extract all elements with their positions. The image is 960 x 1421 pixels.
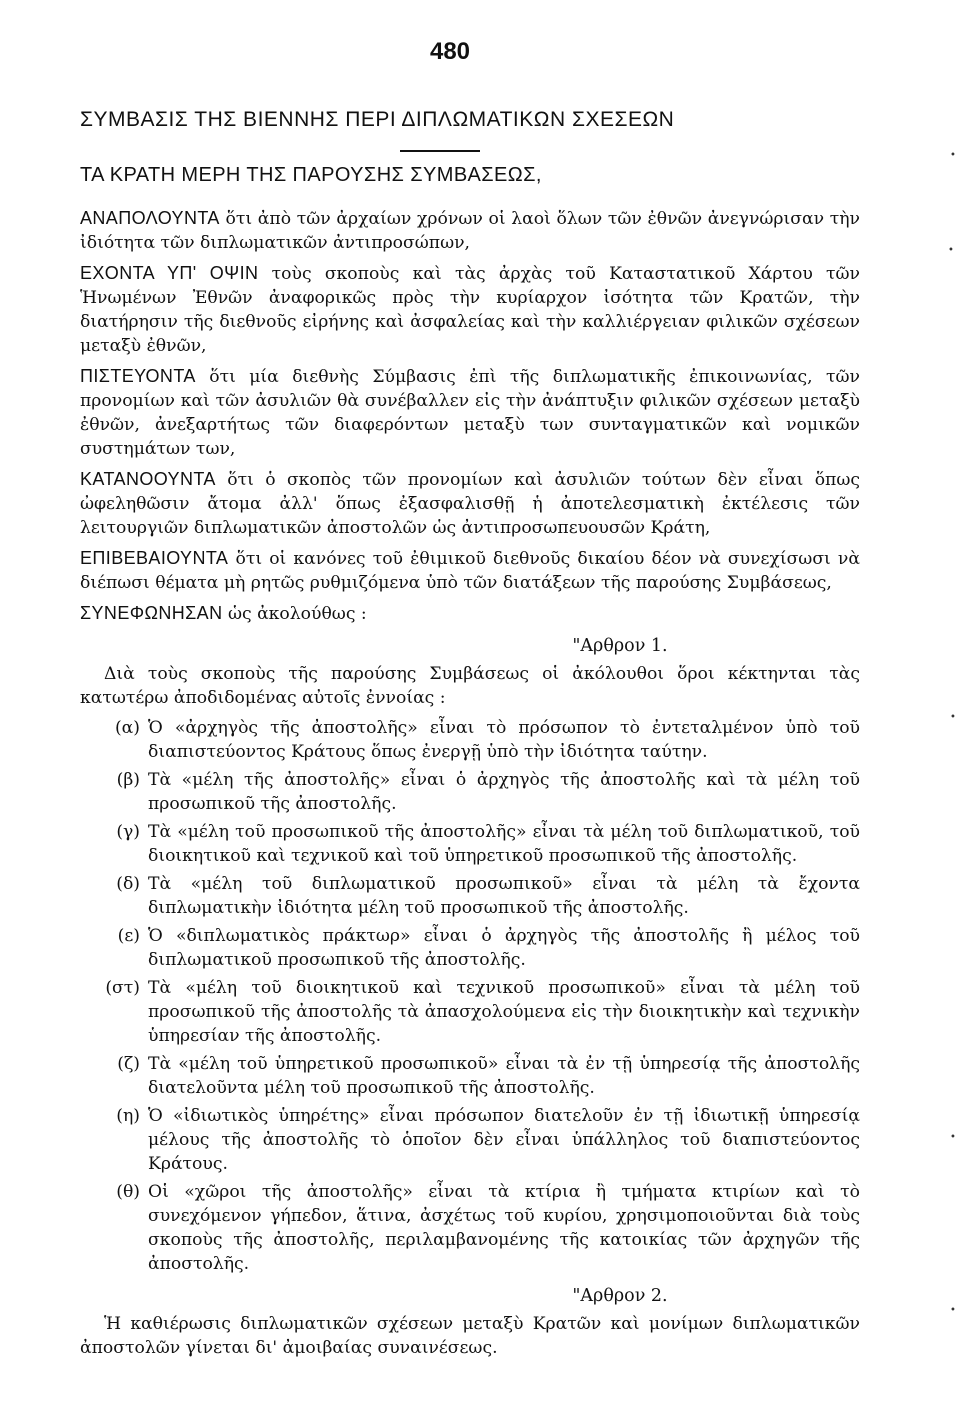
definition-text: Τὰ «μέλη τοῦ προσωπικοῦ τῆς ἀποστολῆς» εἶναι τὰ μέλη τοῦ διπλωματικοῦ, τοῦ διοικητικοῦ καὶ τεχνικοῦ καὶ τοῦ ὑπηρετικοῦ προσωπικοῦ τῆς ἀποστολῆς. — [148, 822, 860, 866]
definition-item — [80, 1104, 860, 1176]
page-number: 480 — [429, 38, 471, 65]
preamble-lead: ΕΧΟΝΤΑ ΥΠ' ΟΨΙΝ — [80, 263, 259, 283]
definition-text: Τὰ «μέλη τοῦ διπλωματικοῦ προσωπικοῦ» εἶναι τὰ μέλη τὰ ἔχοντα διπλωματικὴν ἰδιότητα μέλη τοῦ προσωπικοῦ τῆς ἀποστολῆς. — [148, 874, 860, 918]
margin-mark: • — [950, 1132, 956, 1143]
article-1-heading: "Αρθρον 1. — [572, 636, 668, 656]
definition-item — [80, 872, 860, 920]
preamble-paragraph — [80, 261, 860, 358]
preamble-paragraph — [80, 467, 860, 540]
article-2-text: Ἡ καθιέρωσις διπλωματικῶν σχέσεων μεταξὺ Κρατῶν καὶ μονίμων διπλωματικῶν ἀποστολῶν γίνεται δι' ἀμοιβαίας συναινέσεως. — [80, 1314, 860, 1358]
definition-item — [80, 820, 860, 868]
definition-text: Ὁ «ἀρχηγὸς τῆς ἀποστολῆς» εἶναι τὸ πρόσωπον τὸ ἐντεταλμένον ὑπὸ τοῦ διαπιστεύοντος Κράτους ὅπως ἐνεργῇ ὑπὸ τὴν ἰδιότητα ταύτην. — [148, 718, 860, 762]
preamble-paragraph — [80, 546, 860, 595]
preamble-text: ὅτι ἀπὸ τῶν ἀρχαίων χρόνων οἱ λαοὶ ὅλων τῶν ἐθνῶν ἀνεγνώρισαν τὴν ἰδιότητα τῶν διπλωματικῶν ἀντιπροσώπων, — [80, 209, 860, 253]
definition-item — [80, 1052, 860, 1100]
article-2-heading: "Αρθρον 2. — [572, 1286, 668, 1306]
definition-text: Ὁ «διπλωματικὸς πράκτωρ» εἶναι ὁ ἀρχηγὸς τῆς ἀποστολῆς ἢ μέλος τοῦ διπλωματικοῦ προσωπικοῦ τῆς ἀποστολῆς. — [148, 926, 860, 970]
definition-text: Τὰ «μέλη τοῦ ὑπηρετικοῦ προσωπικοῦ» εἶναι τὰ ἐν τῇ ὑπηρεσίᾳ τῆς ἀποστολῆς διατελοῦντα μέλη τοῦ προσωπικοῦ τῆς ἀποστολῆς. — [148, 1054, 860, 1098]
margin-mark: • — [948, 245, 954, 256]
definition-label: (στ) — [105, 978, 140, 998]
parties-header: ΤΑ ΚΡΑΤΗ ΜΕΡΗ ΤΗΣ ΠΑΡΟΥΣΗΣ ΣΥΜΒΑΣΕΩΣ, — [80, 164, 542, 186]
definition-item — [80, 716, 860, 764]
definition-item — [80, 1180, 860, 1276]
definition-label: (δ) — [116, 874, 140, 894]
definition-label: (ε) — [117, 926, 140, 946]
definition-item — [80, 976, 860, 1048]
definition-item — [80, 924, 860, 972]
margin-mark: • — [950, 712, 956, 723]
preamble-lead: ΣΥΝΕΦΩΝΗΣΑΝ — [80, 603, 223, 623]
definition-label: (γ) — [116, 822, 140, 842]
document-body — [80, 206, 860, 1366]
definition-item — [80, 768, 860, 816]
preamble-paragraph — [80, 601, 860, 626]
preamble-lead: ΑΝΑΠΟΛΟΥΝΤΑ — [80, 208, 220, 228]
definition-text: Οἱ «χῶροι τῆς ἀποστολῆς» εἶναι τὰ κτίρια ἢ τμήματα κτιρίων καὶ τὸ συνεχόμενον γήπεδον, ἅτινα, ἀσχέτως τοῦ κυρίου, χρησιμοποιοῦνται διὰ τοὺς σκοποὺς τῆς ἀποστολῆς, περιλαμβανομένης τῆς κατοικίας τῶν ἀρχηγῶν τῆς ἀποστολῆς. — [148, 1182, 860, 1274]
definition-text: Τὰ «μέλη τῆς ἀποστολῆς» εἶναι ὁ ἀρχηγὸς τῆς ἀποστολῆς καὶ τὰ μέλη τοῦ προσωπικοῦ τῆς ἀποστολῆς. — [148, 770, 860, 814]
article-1-intro: Διὰ τοὺς σκοποὺς τῆς παρούσης Συμβάσεως οἱ ἀκόλουθοι ὅροι κέκτηνται τὰς κατωτέρω ἀποδιδομένας αὐτοῖς ἐννοίας : — [80, 664, 860, 708]
preamble-lead: ΠΙΣΤΕΥΟΝΤΑ — [80, 366, 196, 386]
preamble-text: ὅτι οἱ κανόνες τοῦ ἐθιμικοῦ διεθνοῦς δικαίου δέον νὰ συνεχίσωσι νὰ διέπωσι θέματα μὴ ρητῶς ρυθμιζόμενα ὑπὸ τῶν διατάξεων τῆς παρούσης Συμβάσεως, — [80, 549, 860, 593]
margin-mark: • — [950, 150, 956, 161]
title-divider — [400, 150, 480, 152]
preamble-text: ὅτι ὁ σκοπὸς τῶν προνομίων καὶ ἀσυλιῶν τούτων δὲν εἶναι ὅπως ὠφεληθῶσιν ἄτομα ἀλλ' ὅπως ἐξασφαλισθῇ ἡ ἀποτελεσματικὴ ἐκτέλεσις τῶν λειτουργιῶν διπλωματικῶν ἀποστολῶν ὡς ἀντιπροσωπευουσῶν Κράτη, — [80, 470, 860, 538]
margin-mark: • — [950, 1305, 956, 1316]
definition-label: (η) — [116, 1106, 140, 1126]
preamble-lead: ΚΑΤΑΝΟΟΥΝΤΑ — [80, 469, 216, 489]
preamble-text: ὅτι μία διεθνὴς Σύμβασις ἐπὶ τῆς διπλωματικῆς ἐπικοινωνίας, τῶν προνομίων καὶ τῶν ἀσυλιῶν θὰ συνέβαλλεν εἰς τὴν ἀνάπτυξιν φιλικῶν σχέσεων μεταξὺ ἐθνῶν, ἀνεξαρτήτως τῶν διαφερόντων μεταξὺ των συνταγματικῶν καὶ νομικῶν συστημάτων των, — [80, 367, 860, 459]
definition-label: (α) — [114, 718, 140, 738]
definition-label: (θ) — [116, 1182, 140, 1202]
definition-label: (ζ) — [117, 1054, 140, 1074]
preamble-paragraph — [80, 364, 860, 461]
definition-text: Ὁ «ἰδιωτικὸς ὑπηρέτης» εἶναι πρόσωπον διατελοῦν ἐν τῇ ἰδιωτικῇ ὑπηρεσίᾳ μέλους τῆς ἀποστολῆς τὸ ὁποῖον δὲν εἶναι ὑπάλληλος τοῦ διαπιστεύοντος Κράτους. — [148, 1106, 860, 1174]
preamble-paragraph — [80, 206, 860, 255]
preamble-lead: ΕΠΙΒΕΒΑΙΟΥΝΤΑ — [80, 548, 229, 568]
preamble-text: ὡς ἀκολούθως : — [222, 604, 367, 624]
document-title: ΣΥΜΒΑΣΙΣ ΤΗΣ ΒΙΕΝΝΗΣ ΠΕΡΙ ΔΙΠΛΩΜΑΤΙΚΩΝ ΣΧΕΣΕΩΝ — [80, 108, 675, 131]
definition-text: Τὰ «μέλη τοῦ διοικητικοῦ καὶ τεχνικοῦ προσωπικοῦ» εἶναι τὰ μέλη τοῦ προσωπικοῦ τῆς ἀποστολῆς τὰ ἀπασχολούμενα εἰς τὴν διοικητικὴν καὶ τεχνικὴν ὑπηρεσίαν τῆς ἀποστολῆς. — [148, 978, 860, 1046]
definition-label: (β) — [116, 770, 140, 790]
preamble-text: τοὺς σκοποὺς καὶ τὰς ἀρχὰς τοῦ Καταστατικοῦ Χάρτου τῶν Ἡνωμένων Ἐθνῶν ἀναφορικῶς πρὸς τὴν κυρίαρχον ἰσότητα τῶν Κρατῶν, τὴν διατήρησιν τῆς διεθνοῦς εἰρήνης καὶ ἀσφαλείας καὶ τὴν καλλιέργειαν φιλικῶν σχέσεων μεταξὺ ἐθνῶν, — [80, 264, 860, 356]
